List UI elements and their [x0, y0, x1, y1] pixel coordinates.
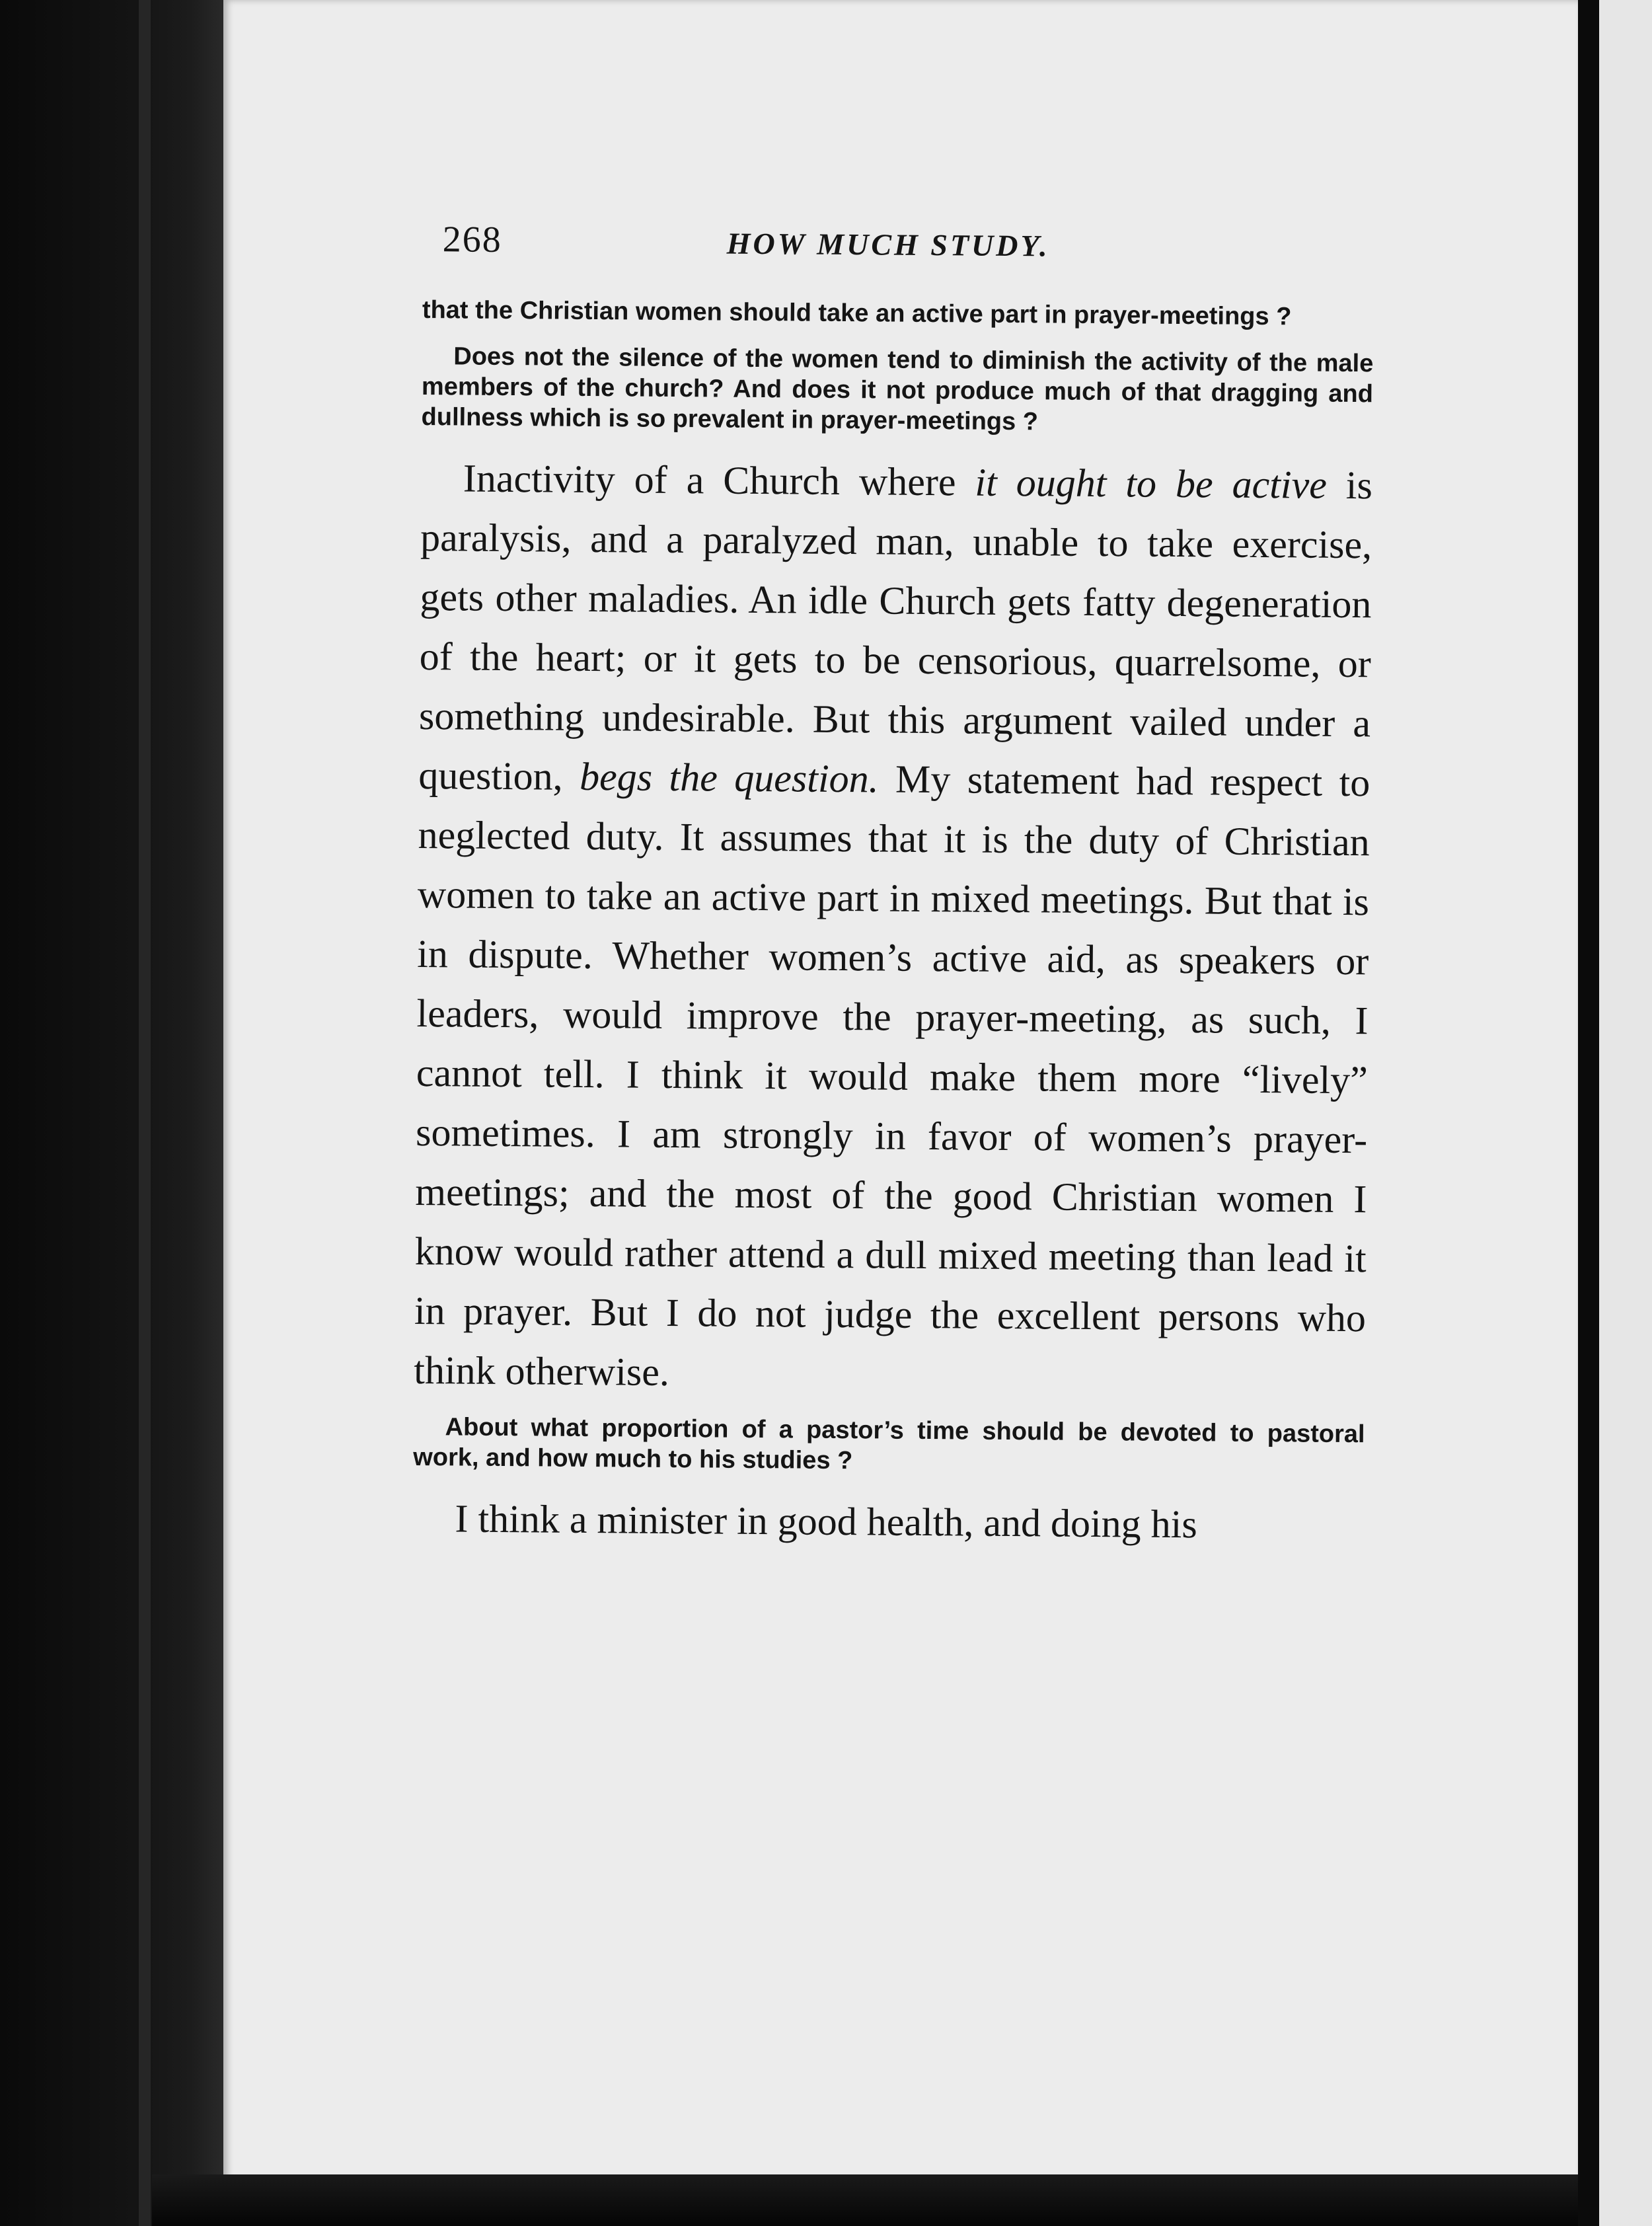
next-page-sliver	[1599, 0, 1652, 2226]
answer-text: is paralysis, and a paralyzed man, unable to take exercise, gets other maladies. An idle Church gets fatty degeneration of the heart; or it gets to be censorious, quarrelsome, or something undesirable. But this argument vailed under a question,	[418, 463, 1373, 798]
scanner-frame-edge	[139, 0, 151, 2226]
question-paragraph: About what proportion of a pastor’s time should be devoted to pastoral work, and how much to his studies ?	[413, 1413, 1365, 1475]
page-text	[412, 218, 1374, 1567]
answer-emphasis: it ought to be active	[975, 460, 1328, 507]
answer-text: My statement had respect to neglected duty. It assumes that it is the duty of Christian women to take an active part in mixed meetings. But that is in dispute. Whether women’s active aid, as speakers or leaders, would improve the prayer-meeting, as such, I cannot tell. I think it would make them more “lively” sometimes. I am strongly in favor of women’s prayer-meetings; and the most of the good Christian women I know would rather attend a dull mixed meeting than lead it in prayer. But I do not judge the excellent persons who think otherwise.	[414, 757, 1370, 1394]
answer-text: Inactivity of a Church where	[463, 456, 975, 504]
page-header	[422, 218, 1374, 278]
running-head: HOW MUCH STUDY.	[726, 226, 1050, 263]
answer-emphasis: begs the question.	[579, 754, 879, 801]
question-paragraph: Does not the silence of the women tend to diminish the activity of the male members of the church? And does it not produce much of that dragging and dullness which is so prevalent in prayer-meetings ?	[421, 342, 1374, 436]
page-bottom-shadow	[152, 2174, 1579, 2226]
answer-paragraph: I think a minister in good health, and doing his	[455, 1496, 1197, 1547]
scanner-frame-left	[0, 0, 225, 2226]
answer-paragraph	[414, 448, 1372, 1407]
question-continuation: that the Christian women should take an active part in prayer-meetings ?	[422, 295, 1292, 331]
page-number: 268	[442, 219, 502, 260]
page-gutter-right	[1578, 0, 1599, 2226]
